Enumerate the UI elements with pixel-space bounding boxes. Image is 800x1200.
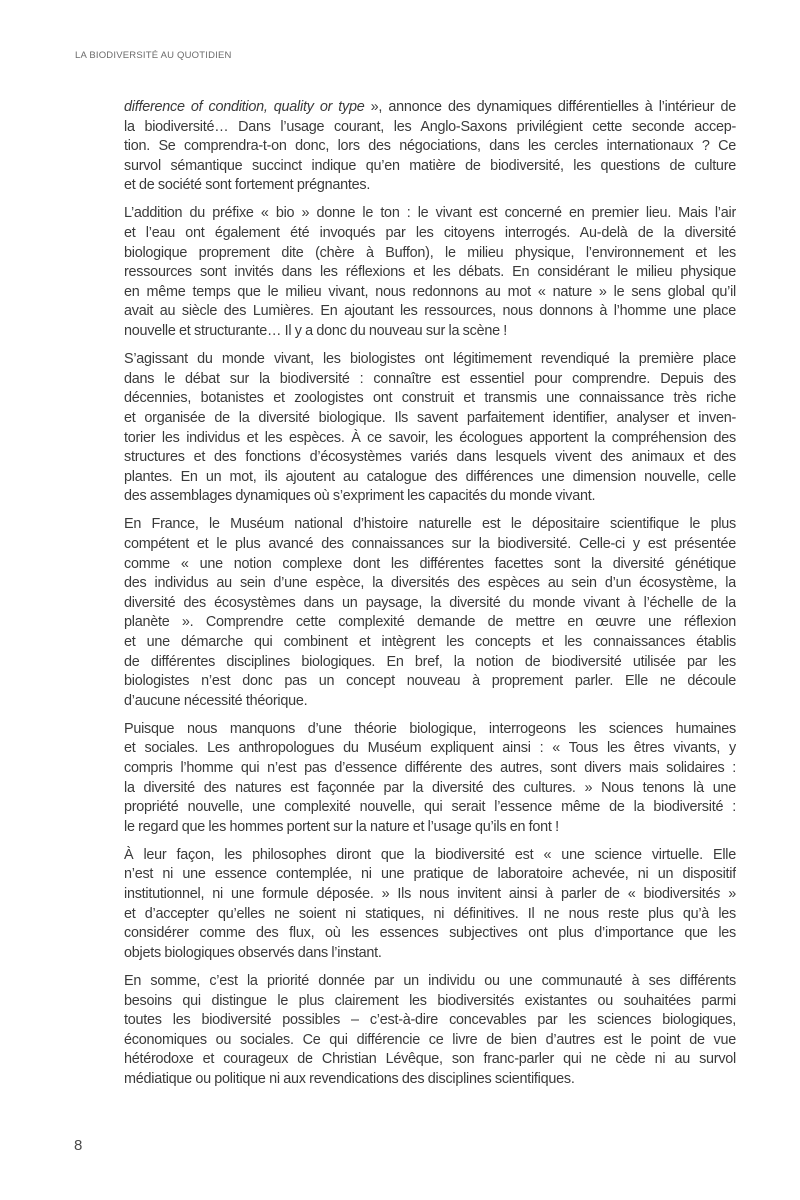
line-text: En France, le Muséum national d’histoire naturelle est le dépositaire scientifique le plus <box>124 516 736 533</box>
text-line <box>124 244 736 264</box>
body-text <box>124 98 736 1098</box>
line-text: besoins qui distingue le plus clairement les biodiversités existantes ou souhaitées parmi <box>124 992 736 1009</box>
line-text: À leur façon, les philosophes diront que la biodiversité est « une science virtuelle. Elle <box>124 846 736 863</box>
line-text: survol sémantique succinct indique qu’en matière de biodiversité, les questions de culture <box>124 157 736 174</box>
text-line <box>124 1011 736 1031</box>
text-line <box>124 515 736 535</box>
line-text: nouvelle et structurante… Il y a donc du nouveau sur la scène ! <box>124 323 508 340</box>
page-number: 8 <box>74 1137 83 1154</box>
line-text: en même temps que le milieu vivant, nous redonnons au mot « nature » le sens global qu’il <box>124 283 736 300</box>
italic-suffix: s <box>713 886 721 903</box>
paragraph <box>124 350 736 507</box>
text-line <box>124 302 736 322</box>
text-line <box>124 204 736 224</box>
text-line <box>124 224 736 244</box>
text-line <box>124 263 736 283</box>
line-text: et sociales. Les anthropologues du Muséum expliquent ainsi : « Tous les êtres vivants, y <box>124 740 736 757</box>
paragraph <box>124 204 736 341</box>
line-text: compris l’homme qui n’est pas d’essence différente des autres, sont divers mais solidaires : <box>124 760 736 776</box>
line-text: », annonce des dynamiques différentielles à l’intérieur de <box>364 99 736 115</box>
paragraph <box>124 972 736 1090</box>
text-line <box>124 720 736 740</box>
line-text: la biodiversité… Dans l’usage courant, les Anglo-Saxons privilégient cette seconde accep- <box>124 118 736 135</box>
line-text: biologique proprement dite (chère à Buffon), le milieu physique, l’environnement et les <box>124 244 736 261</box>
line-text: et organisée de la diversité biologique. Ils savent parfaitement identifier, analyser et inven- <box>124 409 736 426</box>
line-text-suffix: » <box>720 886 736 903</box>
line-text: avait au siècle des Lumières. En ajoutant les ressources, nous donnons à l’homme une place <box>124 303 736 320</box>
text-line <box>124 98 736 118</box>
text-line <box>124 429 736 449</box>
italic-phrase: difference of condition, quality or type <box>124 99 365 115</box>
text-line <box>124 389 736 409</box>
line-text: médiatique ou politique ni aux revendications des disciplines scientifiques. <box>124 1070 575 1087</box>
text-line <box>124 350 736 370</box>
text-line <box>124 653 736 673</box>
text-line <box>124 779 736 799</box>
text-line <box>124 157 736 177</box>
line-text: d’aucune nécessité théorique. <box>124 692 308 709</box>
line-text: des individus au sein d’une espèce, la diversités des espèces au sein d’un écosystème, la <box>124 575 736 592</box>
line-text: et de société sont fortement prégnantes. <box>124 177 371 194</box>
text-line <box>124 322 736 342</box>
line-text: En somme, c’est la priorité donnée par un individu ou une communauté à ses différents <box>124 972 736 989</box>
line-text: Puisque nous manquons d’une théorie biologique, interrogeons les sciences humaines <box>124 720 736 737</box>
line-text: ressources sont invités dans les réflexions et les débats. En considérant le milieu physique <box>124 264 736 281</box>
line-text: institutionnel, ni une formule déposée. » Ils nous invitent ainsi à parler de « biodiversité <box>124 886 714 903</box>
text-line <box>124 1031 736 1051</box>
text-line <box>124 885 736 905</box>
line-text: économiques ou sociales. Ce qui différencie ce livre de bien d’autres est le point de vue <box>124 1031 736 1048</box>
line-text: et d’accepter qu’elles ne soient ni statiques, ni définitives. Il ne nous reste plus qu’à les <box>124 905 736 922</box>
line-text: et une démarche qui combinent et intègrent les concepts et les connaissances établis <box>124 633 736 650</box>
running-head: LA BIODIVERSITÉ AU QUOTIDIEN <box>75 50 232 61</box>
line-text: toutes les biodiversité possibles – c’est-à-dire concevables par les sciences biologiques, <box>124 1012 736 1029</box>
text-line <box>124 1070 736 1090</box>
line-text: dans le débat sur la biodiversité : connaître est essentiel pour comprendre. Depuis des <box>124 370 736 387</box>
text-line <box>124 555 736 575</box>
paragraph <box>124 720 736 838</box>
text-line <box>124 818 736 838</box>
line-text: n’est ni une essence contemplée, ni une pratique de laboratoire achevée, ni un dispositif <box>124 866 736 883</box>
text-line <box>124 1050 736 1070</box>
text-line <box>124 798 736 818</box>
line-text: planète ». Comprendre cette complexité demande de mettre en œuvre une réflexion <box>124 614 736 631</box>
line-text: tion. Se comprendra-t-on donc, lors des négociations, dans les cercles internationaux ? Ce <box>124 138 736 155</box>
line-text: hétérodoxe et courageux de Christian Lévêque, son franc-parler qui ne cède ni au survol <box>124 1051 736 1068</box>
line-text: propriété nouvelle, une complexité nouvelle, qui serait l’essence même de la biodiversité : <box>124 799 736 816</box>
line-text: objets biologiques observés dans l’instant. <box>124 944 382 961</box>
line-text: diversité des écosystèmes dans un paysage, la diversité du monde vivant à l’échelle de la <box>124 594 736 611</box>
text-line <box>124 487 736 507</box>
text-line <box>124 283 736 303</box>
text-line <box>124 924 736 944</box>
text-line <box>124 468 736 488</box>
text-line <box>124 633 736 653</box>
text-line <box>124 176 736 196</box>
text-line <box>124 972 736 992</box>
line-text: des assemblages dynamiques où s’expriment les capacités du monde vivant. <box>124 488 596 505</box>
line-text: la diversité des natures est façonnée par la diversité des cultures. » Nous tenons là une <box>124 779 736 796</box>
line-text: de différentes disciplines biologiques. En bref, la notion de biodiversité utilisée par les <box>124 653 736 670</box>
line-text: plantes. En un mot, ils ajoutent au catalogue des différences une dimension nouvelle, celle <box>124 468 736 485</box>
line-text: et l’eau ont également été invoqués par les citoyens interrogés. Au-delà de la diversité <box>124 225 736 242</box>
text-line <box>124 759 736 779</box>
text-line <box>124 613 736 633</box>
text-line <box>124 846 736 866</box>
line-text: biologistes n’est donc pas un concept nouveau à proprement parler. Elle ne découle <box>124 673 736 690</box>
text-line <box>124 409 736 429</box>
text-line <box>124 594 736 614</box>
line-text: décennies, botanistes et zoologistes ont construit et transmis une connaissance très riche <box>124 390 736 407</box>
text-line <box>124 992 736 1012</box>
line-text: L’addition du préfixe « bio » donne le ton : le vivant est concerné en premier lieu. Mais l’air <box>124 205 736 222</box>
text-line <box>124 944 736 964</box>
paragraph <box>124 846 736 964</box>
text-line <box>124 448 736 468</box>
text-line <box>124 370 736 390</box>
text-line <box>124 574 736 594</box>
text-line <box>124 672 736 692</box>
line-text: considérer comme des flux, où les essences subjectives ont plus d’importance que les <box>124 925 736 942</box>
text-line <box>124 692 736 712</box>
line-text: S’agissant du monde vivant, les biologistes ont légitimement revendiqué la première place <box>124 351 736 368</box>
text-line <box>124 865 736 885</box>
line-text: le regard que les hommes portent sur la nature et l’usage qu’ils en font ! <box>124 818 559 835</box>
text-line <box>124 739 736 759</box>
text-line <box>124 905 736 925</box>
line-text: torier les individus et les espèces. À ce savoir, les écologues apportent la compréhension des <box>124 429 736 446</box>
paragraph <box>124 515 736 711</box>
line-text: comme « une notion complexe dont les différentes facettes sont la diversité génétique <box>124 555 736 572</box>
line-text: compétent et le plus avancé des connaissances sur la biodiversité. Celle-ci y est présentée <box>124 535 736 552</box>
line-text: structures et des fonctions d’écosystèmes variés dans lesquels vivent des animaux et des <box>124 449 736 466</box>
text-line <box>124 137 736 157</box>
paragraph <box>124 98 736 196</box>
text-line <box>124 118 736 138</box>
text-line <box>124 535 736 555</box>
